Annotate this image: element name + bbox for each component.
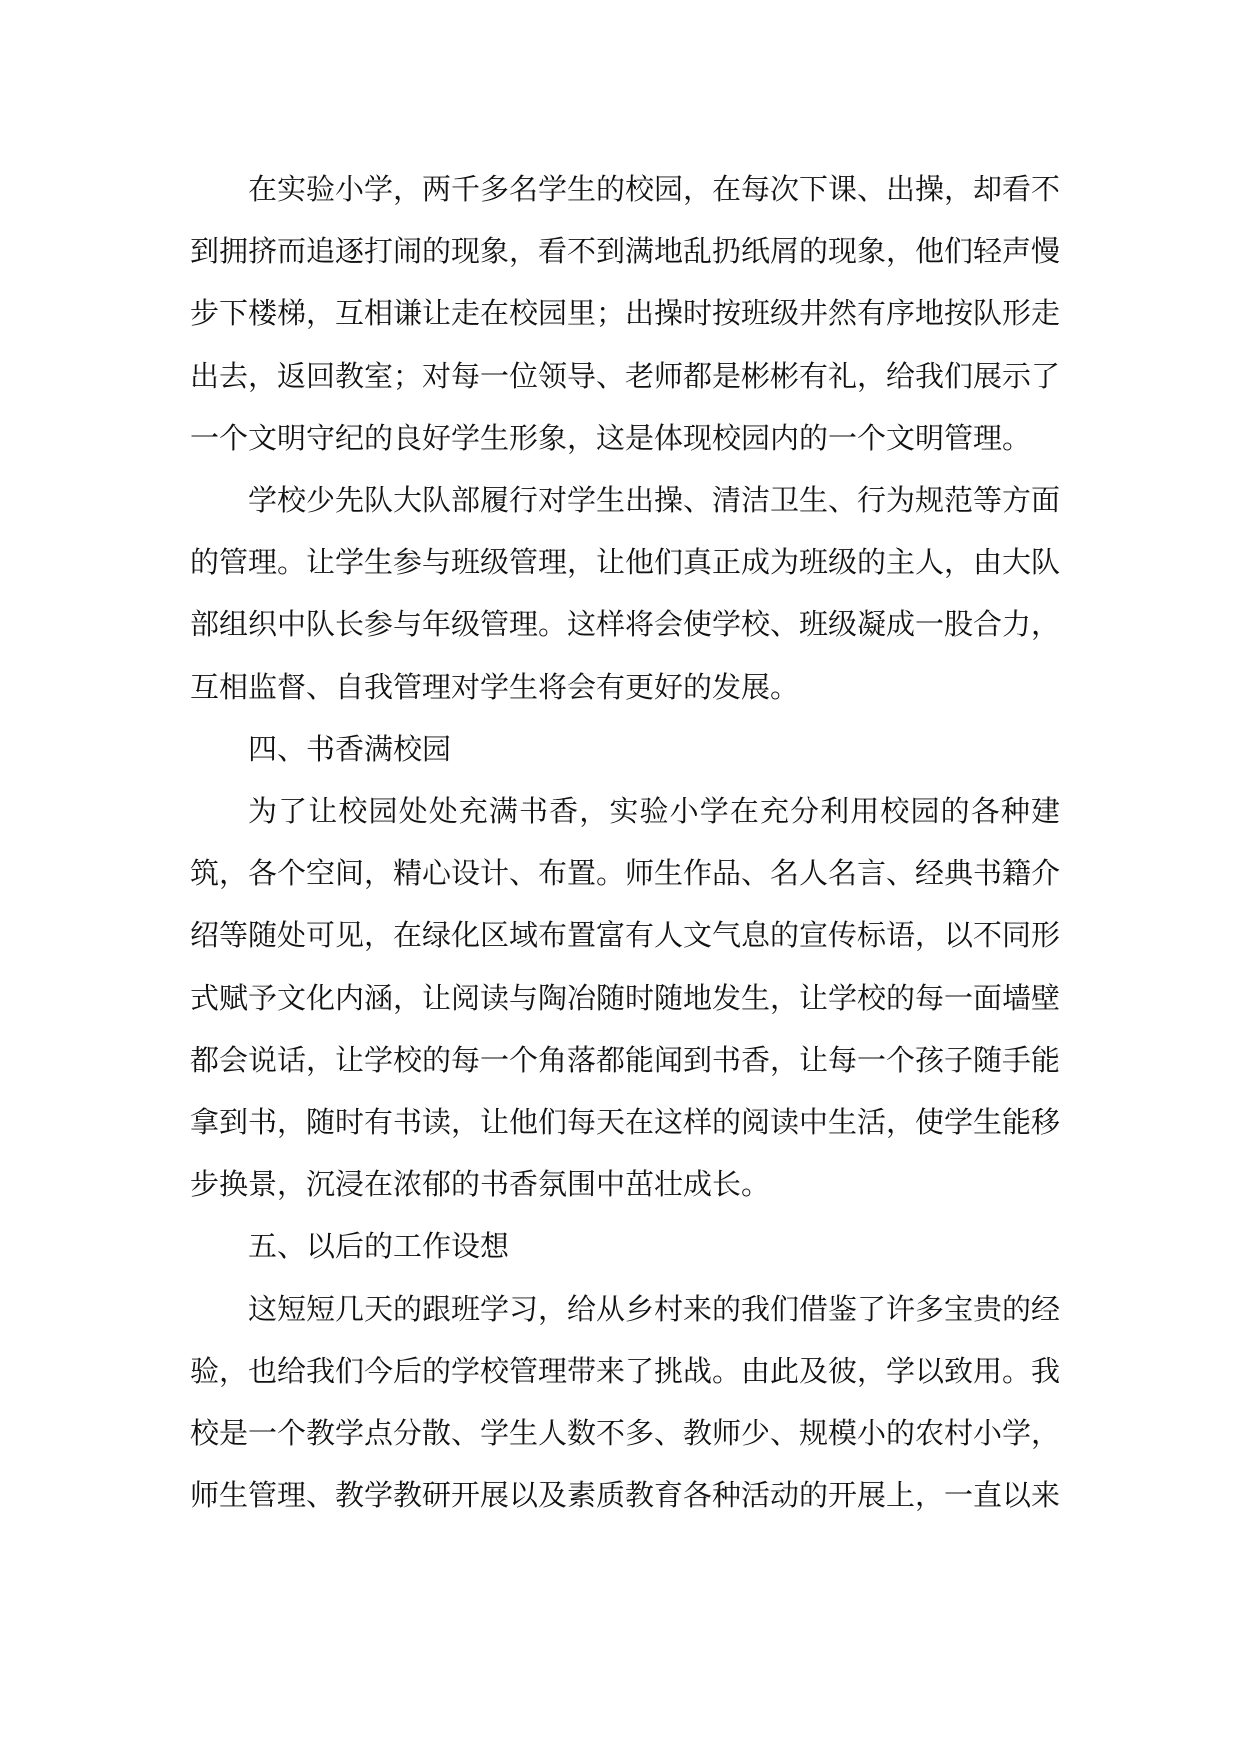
paragraph-future-plans: 这短短几天的跟班学习，给从乡村来的我们借鉴了许多宝贵的经验，也给我们今后的学校管理带来了挑战。由此及彼，学以致用。我校是一个教学点分散、学生人数不多、教师少、规模小的农村小学，师生管理、教学教研开展以及素质教育各种活动的开展上，一直以来 <box>190 1291 1061 1513</box>
section-heading-future-plans: 五、以后的工作设想 <box>248 1229 510 1264</box>
paragraph-civilized-management: 在实验小学，两千多名学生的校园，在每次下课、出操，却看不到拥挤而追逐打闹的现象，看不到满地乱扔纸屑的现象，他们轻声慢步下楼梯，互相谦让走在校园里；出操时按班级井然有序地按队形走出去，返回教室；对每一位领导、老师都是彬彬有礼，给我们展示了一个文明守纪的良好学生形象，这是体现校园内的一个文明管理。 <box>190 172 1061 455</box>
section-heading-book-campus: 四、书香满校园 <box>248 731 452 766</box>
paragraph-student-self-management: 学校少先队大队部履行对学生出操、清洁卫生、行为规范等方面的管理。让学生参与班级管理，让他们真正成为班级的主人，由大队部组织中队长参与年级管理。这样将会使学校、班级凝成一股合力，互相监督、自我管理对学生将会有更好的发展。 <box>190 483 1061 704</box>
document-body <box>190 158 1060 1526</box>
paragraph-reading-environment: 为了让校园处处充满书香，实验小学在充分利用校园的各种建筑，各个空间，精心设计、布置。师生作品、名人名言、经典书籍介绍等随处可见，在绿化区域布置富有人文气息的宣传标语，以不同形式赋予文化内涵，让阅读与陶冶随时随地发生，让学校的每一面墙壁都会说话，让学校的每一个角落都能闻到书香，让每一个孩子随手能拿到书，随时有书读，让他们每天在这样的阅读中生活，使学生能移步换景，沉浸在浓郁的书香氛围中茁壮成长。 <box>190 794 1061 1202</box>
